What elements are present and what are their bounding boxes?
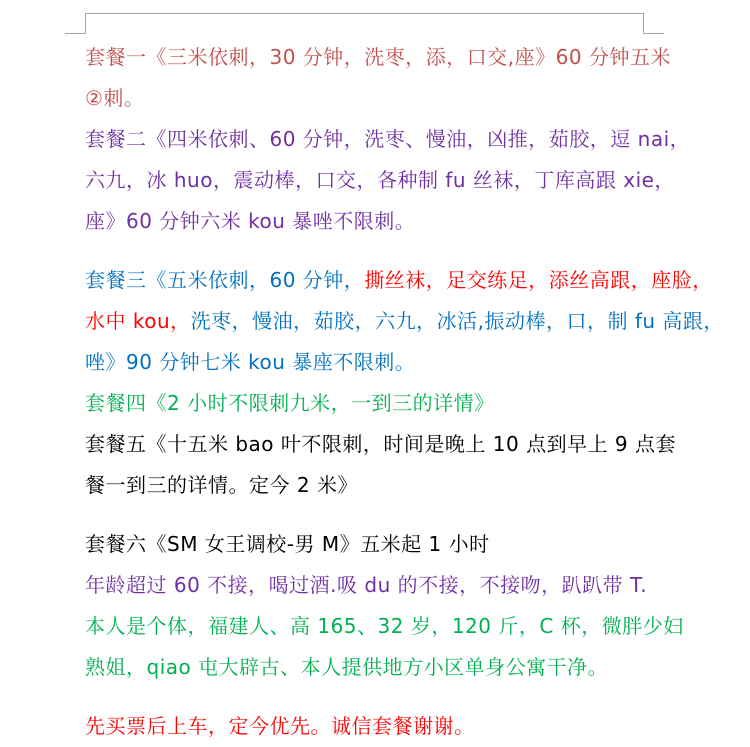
text-run-green: 套餐四《2 小时不限刺九米，一到三的详情》 — [85, 391, 495, 415]
text-line — [85, 383, 663, 424]
text-run-black: 套餐六《SM 女王调校-男 M》五米起 1 小时 — [85, 532, 490, 556]
text-run-purple: 座》60 分钟六米 kou 暴唑不限刺。 — [85, 209, 416, 233]
document-text-area[interactable] — [85, 37, 724, 747]
text-run-green: 本人是个体，福建人、高 165、32 岁，120 斤，C 杯，微胖少妇 — [85, 614, 684, 638]
text-run-blue: 洗枣，慢油，茹胶，六九，冰活,振动棒，口，制 fu 高跟， — [190, 309, 724, 333]
margin-mark-left-vertical — [85, 13, 86, 34]
text-run-black: 套餐五《十五米 bao 叶不限刺，时间是晚上 10 点到早上 9 点套 — [85, 432, 677, 456]
text-line — [85, 606, 684, 647]
paragraph-package-1 — [85, 37, 671, 119]
paragraph-booking-note — [85, 706, 663, 747]
text-run-blue: 唑》90 分钟七米 kou 暴座不限刺。 — [85, 350, 416, 374]
paragraph-package-4 — [85, 383, 663, 424]
text-line — [85, 647, 663, 688]
text-run-red: 撕丝袜，足交练足，添丝高跟，座脸， — [364, 268, 713, 292]
text-run-purple: 六九，冰 huo，震动棒，口交，各种制 fu 丝袜，丁库高跟 xie， — [85, 168, 675, 192]
paragraph-about-me — [85, 606, 684, 688]
text-run-purple: 年龄超过 60 不接，喝过酒.吸 du 的不接，不接吻，趴趴带 T. — [85, 573, 648, 597]
text-line — [85, 201, 663, 242]
text-line — [85, 119, 691, 160]
text-line — [85, 160, 675, 201]
margin-mark-right-vertical — [643, 13, 644, 34]
text-line — [85, 37, 671, 78]
text-run-green: 熟姐，qiao 屯大辟古、本人提供地方小区单身公寓干净。 — [85, 655, 609, 679]
text-run-brick: ②刺。 — [85, 86, 145, 110]
margin-mark-left-horizontal — [65, 33, 86, 34]
text-line — [85, 424, 677, 465]
text-run-purple: 套餐二《四米依刺、60 分钟，洗枣、慢油，凶推，茹胶，逗 nai， — [85, 127, 691, 151]
text-run-red: 先买票后上车，定今优先。诚信套餐谢谢。 — [85, 714, 475, 738]
text-line — [85, 524, 663, 565]
paragraph-package-2 — [85, 119, 691, 242]
text-line — [85, 78, 663, 119]
margin-mark-right-horizontal — [643, 33, 664, 34]
paragraph-package-5 — [85, 424, 677, 506]
text-line — [85, 260, 713, 301]
paragraph-restrictions — [85, 565, 663, 606]
text-line — [85, 301, 724, 342]
text-run-brick: 套餐一《三米依刺，30 分钟，洗枣，添，口交,座》60 分钟五米 — [85, 45, 671, 69]
text-line — [85, 465, 663, 506]
text-run-blue: 套餐三《五米依刺，60 分钟， — [85, 268, 365, 292]
text-run-red: 水中 kou， — [85, 309, 191, 333]
text-line — [85, 706, 663, 747]
text-run-black: 餐一到三的详情。定今 2 米》 — [85, 473, 358, 497]
paragraph-package-6 — [85, 524, 663, 565]
text-line — [85, 565, 663, 606]
paragraph-package-3 — [85, 260, 724, 383]
page-top-edge-line — [85, 13, 643, 14]
text-line — [85, 342, 663, 383]
